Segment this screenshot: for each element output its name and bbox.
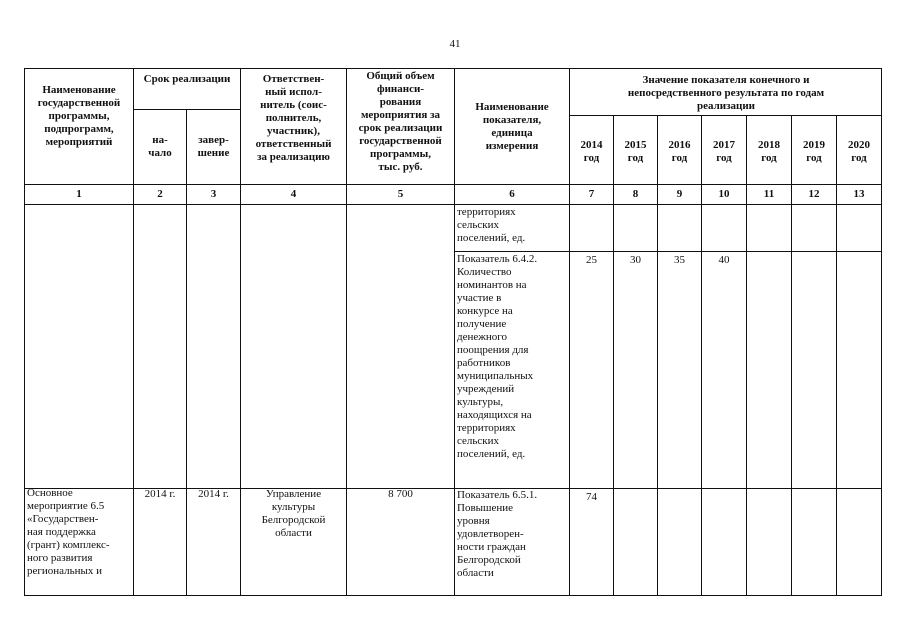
col-number-3: 3: [210, 188, 217, 200]
table-border-bottom: [24, 595, 882, 596]
row1-indicator: территориях сельских поселений, ед.: [457, 206, 526, 244]
col-number-2: 2: [157, 188, 163, 200]
row2-value-2017: 40: [718, 254, 730, 266]
header-srok: Срок реализации: [143, 73, 231, 85]
col-border-2: [186, 109, 187, 596]
header-year-2014: 2014 год: [580, 139, 603, 164]
header-indicator: Наименование показателя, единица измерения: [475, 101, 549, 152]
header-year-2018: 2018 год: [758, 139, 780, 164]
col-number-13: 13: [853, 188, 865, 200]
col-number-6: 6: [509, 188, 515, 200]
row2-value-2016: 35: [674, 254, 685, 266]
header-zavershenie: завер- шение: [197, 134, 230, 159]
col-number-12: 12: [808, 188, 820, 200]
header-year-2019: 2019 год: [803, 139, 825, 164]
row3-responsible: Управление культуры Белгородской области: [261, 488, 326, 539]
row2-indicator: Показатель 6.4.2. Количество номинантов на участие в конкурсе на получение денежного поощрения для работников муниципальных учреждений культуры, находящихся на территориях сельских поселений, ед.: [457, 253, 538, 460]
row3-value-2014: 74: [586, 491, 597, 503]
rule-colnums-bottom: [24, 204, 882, 205]
row3-funding: 8 700: [388, 488, 413, 500]
header-year-2017: 2017 год: [713, 139, 735, 164]
col-number-5: 5: [397, 188, 404, 200]
row3-start: 2014 г.: [144, 488, 176, 500]
col-number-8: 8: [632, 188, 639, 200]
col-border-0: [24, 68, 25, 596]
header-year-2015: 2015 год: [624, 139, 647, 164]
col-number-11: 11: [763, 188, 775, 200]
rule-row1-bottom: [454, 251, 882, 252]
col-number-10: 10: [718, 188, 730, 200]
col-number-9: 9: [676, 188, 683, 200]
col-number-1: 1: [76, 188, 82, 200]
table-border-top: [24, 68, 882, 69]
col-number-4: 4: [290, 188, 297, 200]
row2-value-2014: 25: [586, 254, 597, 266]
header-year-2020: 2020 год: [848, 139, 870, 164]
header-nachalo: на- чало: [148, 134, 172, 159]
header-year-2016: 2016 год: [668, 139, 691, 164]
row3-indicator: Показатель 6.5.1. Повышение уровня удовлетворен- ности граждан Белгородской области: [457, 489, 538, 579]
row3-end: 2014 г.: [198, 488, 229, 500]
header-funding: Общий объем финанси- рования мероприятия за срок реализации государственной программы, тыс. руб.: [358, 70, 443, 173]
page-number: 41: [449, 38, 461, 50]
header-values-group: Значение показателя конечного и непосредственного результата по годам реализации: [627, 74, 825, 112]
header-program-name: Наименование государственной программы, подпрограмм, мероприятий: [37, 84, 121, 148]
col-number-7: 7: [588, 188, 595, 200]
col-border-13: [881, 68, 882, 596]
rule-header-bottom: [24, 184, 882, 185]
row3-program-name: Основное мероприятие 6.5 «Государствен- ная поддержка (грант) комплекс- ного развития региональных и: [27, 487, 110, 577]
header-responsible: Ответствен- ный испол- нитель (соис- полнитель, участник), ответственный за реализацию: [255, 73, 332, 163]
row2-value-2015: 30: [630, 254, 641, 266]
